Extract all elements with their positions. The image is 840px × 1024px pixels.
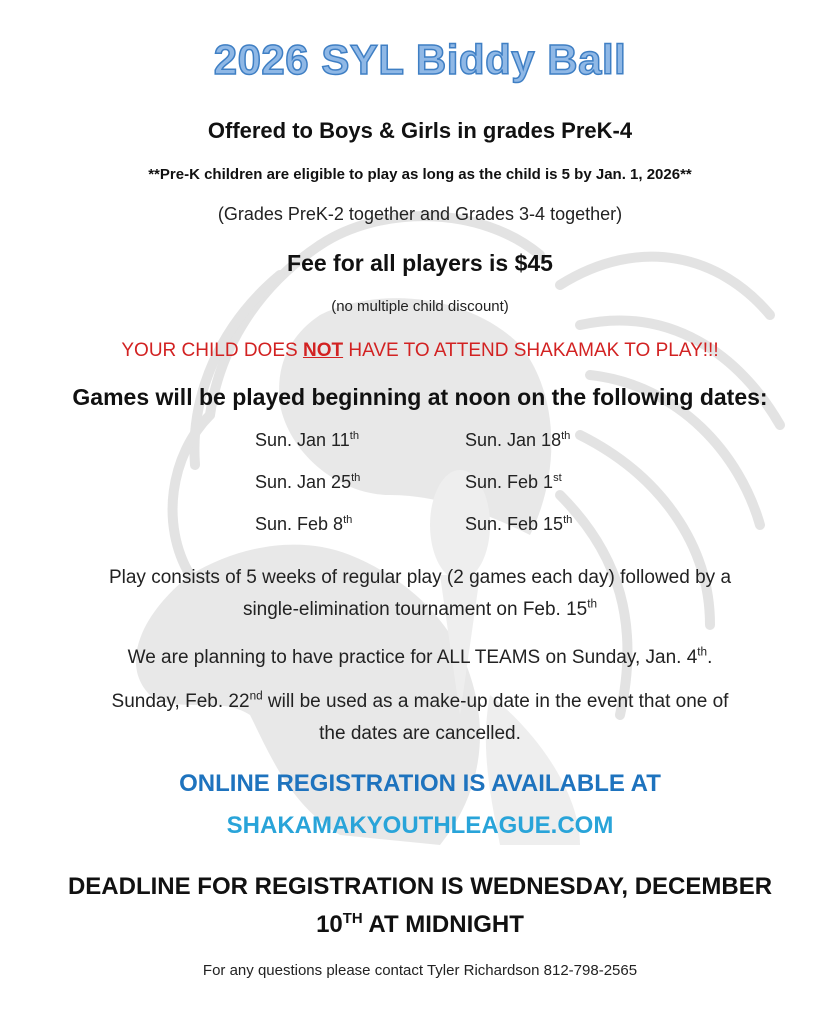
attendance-notice-end: HAVE TO ATTEND SHAKAMAK TO PLAY!!! — [343, 340, 719, 361]
grade-groups-note: (Grades PreK-2 together and Grades 3-4 together) — [217, 204, 623, 224]
online-registration-heading: ONLINE REGISTRATION IS AVAILABLE AT — [179, 770, 661, 797]
game-date-text: Sun. Jan 18 — [465, 430, 562, 450]
prek-eligibility-note: **Pre-K children are eligible to play as long as the child is 5 by Jan. 1, 2026** — [148, 166, 692, 183]
deadline-line-2-end: AT MIDNIGHT — [362, 911, 524, 938]
games-heading: Games will be played beginning at noon on the following dates: — [72, 384, 768, 410]
game-date — [465, 514, 572, 535]
offered-line: Offered to Boys & Girls in grades PreK-4 — [207, 118, 633, 143]
makeup-line-1-suffix: nd — [249, 689, 263, 703]
makeup-line-1 — [0, 686, 840, 718]
game-dates-row — [0, 514, 840, 556]
attendance-notice-not: NOT — [302, 340, 344, 361]
game-date-suffix: th — [563, 514, 573, 526]
game-date-suffix: th — [561, 430, 571, 442]
game-date — [465, 472, 562, 493]
attendance-notice — [0, 340, 840, 362]
makeup-line-1-end: will be used as a make-up date in the event that one of — [262, 691, 729, 712]
play-format-line-2-text: single-elimination tournament on Feb. 15 — [242, 599, 588, 620]
deadline-line-2-start: 10 — [316, 911, 343, 938]
deadline-line-2-suffix: TH — [342, 911, 363, 927]
makeup-line-2: the dates are cancelled. — [319, 723, 521, 744]
game-date-suffix: th — [343, 514, 353, 526]
practice-note-suffix: th — [697, 645, 708, 659]
game-date — [255, 430, 359, 451]
play-format-line-2 — [0, 594, 840, 626]
game-date-suffix: th — [351, 472, 361, 484]
attendance-notice-start: YOUR CHILD DOES — [121, 340, 303, 361]
flyer-title: 2026 SYL Biddy Ball — [213, 36, 627, 83]
fee-line: Fee for all players is $45 — [287, 250, 553, 276]
game-date — [255, 514, 352, 535]
game-date-suffix: th — [349, 430, 360, 442]
contact-line: For any questions please contact Tyler Richardson 812-798-2565 — [202, 962, 638, 979]
practice-note-text: We are planning to have practice for ALL TEAMS on Sunday, Jan. 4 — [127, 647, 698, 668]
game-date-suffix: st — [553, 472, 562, 484]
practice-note-end: . — [707, 647, 713, 668]
game-date-text: Sun. Feb 8 — [255, 514, 344, 534]
game-dates-list — [0, 430, 840, 556]
registration-website-link[interactable]: SHAKAMAKYOUTHLEAGUE.COM — [226, 812, 614, 839]
deadline-line-1: DEADLINE FOR REGISTRATION IS WEDNESDAY, DECEMBER — [67, 873, 773, 900]
game-date — [465, 430, 570, 451]
play-format-line-2-suffix: th — [587, 597, 598, 611]
game-date-text: Sun. Jan 25 — [255, 472, 352, 492]
game-date-text: Sun. Feb 1 — [465, 472, 554, 492]
discount-note: (no multiple child discount) — [331, 298, 509, 315]
game-date-text: Sun. Feb 15 — [465, 514, 564, 534]
game-dates-row — [0, 430, 840, 472]
game-dates-row — [0, 472, 840, 514]
makeup-date-paragraph — [0, 686, 840, 750]
makeup-line-1-start: Sunday, Feb. 22 — [111, 691, 250, 712]
deadline-line-2 — [0, 906, 840, 944]
registration-deadline — [0, 868, 840, 944]
practice-note — [0, 642, 840, 674]
game-date — [255, 472, 360, 493]
play-format-paragraph — [0, 562, 840, 626]
play-format-line-1: Play consists of 5 weeks of regular play (2 games each day) followed by a — [108, 567, 732, 588]
game-date-text: Sun. Jan 11 — [255, 430, 350, 450]
